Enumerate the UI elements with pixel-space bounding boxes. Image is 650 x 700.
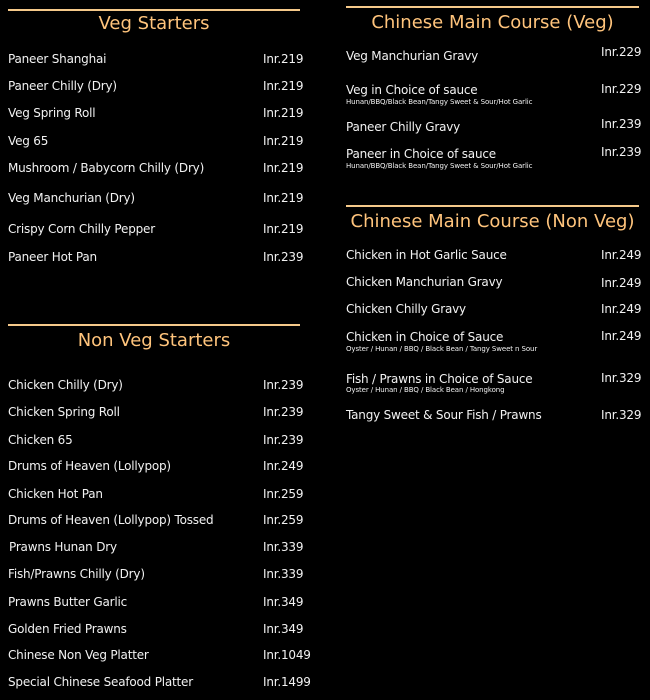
menu-item-price: Inr.219 xyxy=(263,222,304,236)
menu-item-price: Inr.239 xyxy=(263,378,304,392)
menu-item-name: Veg in Choice of sauce xyxy=(346,83,478,97)
menu-item-price: Inr.259 xyxy=(263,487,304,501)
menu-item-name: Prawns Hunan Dry xyxy=(9,540,117,554)
menu-item-price: Inr.249 xyxy=(263,459,304,473)
non-veg-starters-heading: Non Veg Starters xyxy=(77,330,231,351)
non-veg-starters-top-rule xyxy=(8,324,300,326)
menu-item-price: Inr.249 xyxy=(601,248,642,262)
menu-item-price: Inr.249 xyxy=(601,276,642,290)
menu-item-price: Inr.239 xyxy=(601,145,642,159)
menu-item-name: Special Chinese Seafood Platter xyxy=(8,675,193,689)
menu-item-price: Inr.339 xyxy=(263,567,304,581)
menu-item-name: Golden Fried Prawns xyxy=(8,622,127,636)
chinese-main-non-veg-heading: Chinese Main Course (Non Veg) xyxy=(350,211,635,232)
menu-item-price: Inr.219 xyxy=(263,134,304,148)
menu-item-name: Fish/Prawns Chilly (Dry) xyxy=(8,567,145,581)
menu-item-name: Chicken Chilly Gravy xyxy=(346,302,466,316)
menu-item-price: Inr.349 xyxy=(263,595,304,609)
menu-item-name: Chicken Hot Pan xyxy=(8,487,103,501)
menu-item-name: Drums of Heaven (Lollypop) xyxy=(8,459,171,473)
veg-starters-top-rule xyxy=(8,9,300,11)
menu-item-price: Inr.219 xyxy=(263,52,304,66)
menu-item-name: Chicken Manchurian Gravy xyxy=(346,275,503,289)
menu-item-name: Veg Spring Roll xyxy=(8,106,96,120)
menu-item-price: Inr.219 xyxy=(263,161,304,175)
menu-item-price: Inr.219 xyxy=(263,79,304,93)
menu-item-sauce-options: Hunan/BBQ/Black Bean/Tangy Sweet & Sour/Hot Garlic xyxy=(346,162,533,170)
menu-item-name: Paneer Hot Pan xyxy=(8,250,97,264)
menu-item-price: Inr.239 xyxy=(601,117,642,131)
menu-item-price: Inr.329 xyxy=(601,408,642,422)
menu-item-name: Chinese Non Veg Platter xyxy=(8,648,149,662)
menu-item-name: Chicken in Hot Garlic Sauce xyxy=(346,248,507,262)
chinese-main-non-veg-top-rule xyxy=(346,205,639,207)
veg-starters-heading: Veg Starters xyxy=(98,13,210,34)
menu-item-price: Inr.239 xyxy=(263,433,304,447)
menu-item-price: Inr.249 xyxy=(601,302,642,316)
menu-item-name: Paneer Chilly Gravy xyxy=(346,120,461,134)
menu-item-price: Inr.1049 xyxy=(263,648,311,662)
menu-item-name: Chicken Spring Roll xyxy=(8,405,120,419)
menu-item-price: Inr.239 xyxy=(263,250,304,264)
menu-item-sauce-options: Oyster / Hunan / BBQ / Black Bean / Tangy Sweet n Sour xyxy=(346,345,538,353)
menu-item-name: Chicken 65 xyxy=(8,433,73,447)
menu-item-price: Inr.229 xyxy=(601,82,642,96)
menu-item-price: Inr.1499 xyxy=(263,675,311,689)
menu-item-sauce-options: Oyster / Hunan / BBQ / Black Bean / Hongkong xyxy=(346,386,505,394)
menu-item-name: Paneer in Choice of sauce xyxy=(346,147,496,161)
menu-item-price: Inr.339 xyxy=(263,540,304,554)
menu-item-price: Inr.349 xyxy=(263,622,304,636)
menu-item-price: Inr.329 xyxy=(601,371,642,385)
menu-item-price: Inr.219 xyxy=(263,191,304,205)
menu-item-name: Chicken in Choice of Sauce xyxy=(346,330,504,344)
menu-item-price: Inr.249 xyxy=(601,329,642,343)
menu-item-sauce-options: Hunan/BBQ/Black Bean/Tangy Sweet & Sour/Hot Garlic xyxy=(346,98,533,106)
menu-item-name: Fish / Prawns in Choice of Sauce xyxy=(346,372,533,386)
menu-item-price: Inr.259 xyxy=(263,513,304,527)
menu-item-price: Inr.219 xyxy=(263,106,304,120)
menu-item-name: Veg Manchurian Gravy xyxy=(346,49,479,63)
menu-item-name: Drums of Heaven (Lollypop) Tossed xyxy=(8,513,214,527)
chinese-main-veg-top-rule xyxy=(346,6,639,8)
menu-item-price: Inr.229 xyxy=(601,45,642,59)
menu-item-name: Veg Manchurian (Dry) xyxy=(8,191,135,205)
menu-item-name: Paneer Shanghai xyxy=(8,52,107,66)
menu-item-name: Chicken Chilly (Dry) xyxy=(8,378,123,392)
menu-item-name: Crispy Corn Chilly Pepper xyxy=(8,222,155,236)
menu-item-name: Veg 65 xyxy=(8,134,49,148)
chinese-main-veg-heading: Chinese Main Course (Veg) xyxy=(371,12,614,33)
menu-item-name: Mushroom / Babycorn Chilly (Dry) xyxy=(8,161,205,175)
menu-item-name: Paneer Chilly (Dry) xyxy=(8,79,117,93)
menu-item-price: Inr.239 xyxy=(263,405,304,419)
menu-item-name: Prawns Butter Garlic xyxy=(8,595,128,609)
menu-item-name: Tangy Sweet & Sour Fish / Prawns xyxy=(346,408,542,422)
